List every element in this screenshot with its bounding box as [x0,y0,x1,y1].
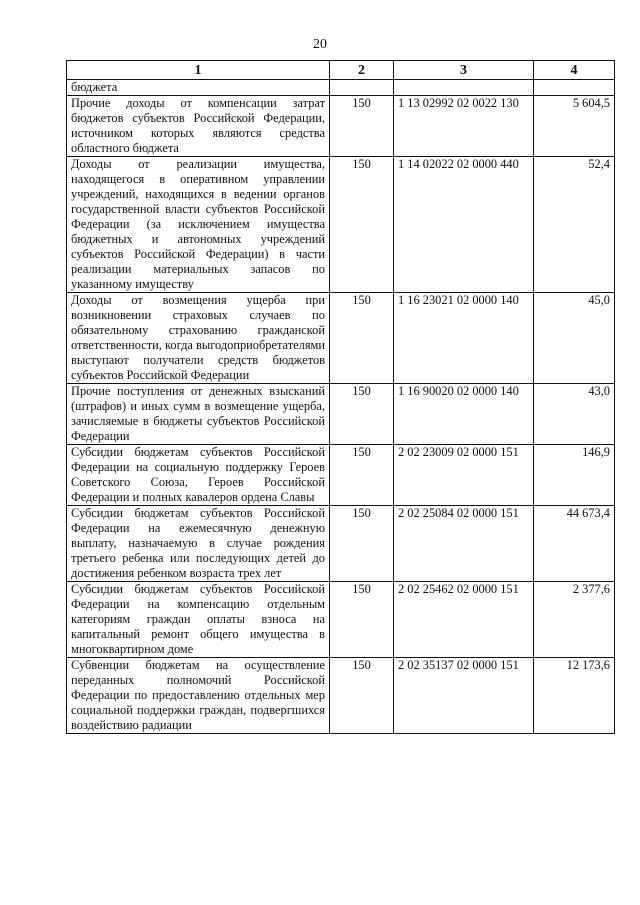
row-amount: 44 673,4 [534,506,615,582]
row-amount: 52,4 [534,157,615,293]
continuation-text: бюджета [67,80,330,96]
row-kbk-code: 2 02 23009 02 0000 151 [394,445,534,506]
row-amount: 43,0 [534,384,615,445]
table-row [67,384,615,445]
row-description: Доходы от реализации имущества, находящегося в оперативном управлении учреждений, находящихся в ведении органов государственной власти субъектов Российской Федерации (за исключением имущества бюджетных и автономных учреждений субъектов Российской Федерации) в части реализации материальных запасов по указанному имуществу [67,157,330,293]
table-header-row [67,61,615,80]
row-admin-code: 150 [330,384,394,445]
row-amount: 5 604,5 [534,96,615,157]
table-row [67,96,615,157]
table-row [67,582,615,658]
row-description: Субсидии бюджетам субъектов Российской Федерации на социальную поддержку Героев Советского Союза, Героев Российской Федерации и полных кавалеров ордена Славы [67,445,330,506]
table-row [67,445,615,506]
table-row [67,157,615,293]
row-kbk-code: 2 02 35137 02 0000 151 [394,658,534,734]
row-kbk-code: 1 16 23021 02 0000 140 [394,293,534,384]
column-header-2: 2 [330,61,394,80]
row-description: Субсидии бюджетам субъектов Российской Федерации на компенсацию отдельным категориям граждан оплаты взноса на капитальный ремонт общего имущества в многоквартирном доме [67,582,330,658]
row-admin-code: 150 [330,582,394,658]
table-row [67,293,615,384]
row-admin-code: 150 [330,658,394,734]
table-row [67,658,615,734]
row-admin-code: 150 [330,293,394,384]
row-amount: 146,9 [534,445,615,506]
row-description: Доходы от возмещения ущерба при возникновении страховых случаев по обязательному страхованию гражданской ответственности, когда выгодоприобретателями выступают получатели средств бюджетов субъектов Российской Федерации [67,293,330,384]
row-amount: 2 377,6 [534,582,615,658]
column-header-3: 3 [394,61,534,80]
row-kbk-code: 1 14 02022 02 0000 440 [394,157,534,293]
revenue-table [66,60,615,734]
column-header-1: 1 [67,61,330,80]
column-header-4: 4 [534,61,615,80]
row-description: Субвенции бюджетам на осуществление переданных полномочий Российской Федерации по предоставлению отдельных мер социальной поддержки граждан, подвергшихся воздействию радиации [67,658,330,734]
row-amount: 12 173,6 [534,658,615,734]
table-row [67,506,615,582]
row-description: Прочие доходы от компенсации затрат бюджетов субъектов Российской Федерации, источником которых являются средства областного бюджета [67,96,330,157]
row-admin-code: 150 [330,96,394,157]
row-admin-code: 150 [330,157,394,293]
row-description: Субсидии бюджетам субъектов Российской Федерации на ежемесячную денежную выплату, назначаемую в случае рождения третьего ребенка или последующих детей до достижения ребенком возраста трех лет [67,506,330,582]
row-description: Прочие поступления от денежных взысканий (штрафов) и иных сумм в возмещение ущерба, зачисляемые в бюджеты субъектов Российской Федерации [67,384,330,445]
row-kbk-code: 1 16 90020 02 0000 140 [394,384,534,445]
row-amount: 45,0 [534,293,615,384]
row-kbk-code: 2 02 25084 02 0000 151 [394,506,534,582]
page-number: 20 [313,37,327,52]
row-admin-code: 150 [330,506,394,582]
row-kbk-code: 2 02 25462 02 0000 151 [394,582,534,658]
row-admin-code: 150 [330,445,394,506]
continuation-row [67,80,615,96]
row-kbk-code: 1 13 02992 02 0022 130 [394,96,534,157]
